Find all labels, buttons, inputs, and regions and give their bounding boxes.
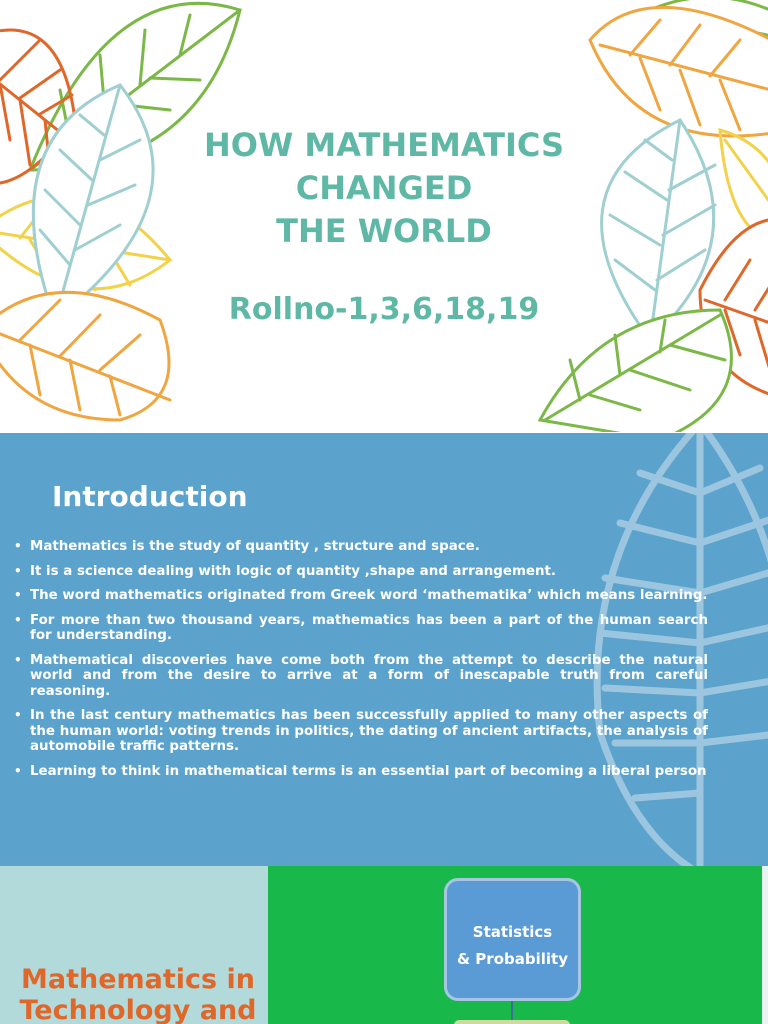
bullet-item: • Mathematics is the study of quantity , structure and space.	[14, 539, 708, 555]
technology-title: Mathematics in Technology and	[19, 964, 257, 1024]
title-slide	[0, 0, 768, 432]
introduction-slide	[0, 433, 768, 866]
bullet-item: • For more than two thousand years, mathematics has been a part of the human search for understanding.	[14, 613, 708, 644]
introduction-heading: Introduction	[52, 480, 248, 513]
box-line-2: & Probability	[457, 950, 568, 968]
bullet-item: • Learning to think in mathematical terms is an essential part of becoming a liberal person	[14, 764, 708, 780]
box-line-1: Statistics	[472, 923, 553, 941]
statistics-probability-box	[444, 878, 581, 1001]
roll-numbers: Rollno-1,3,6,18,19	[228, 292, 540, 327]
title-line-2: CHANGED	[295, 169, 473, 207]
panel-edge	[762, 866, 768, 1024]
bullet-item: • In the last century mathematics has been successfully applied to many other aspects of the human world: voting trends in politics, the dating of ancient artifacts, the analysis of automobile traffic patterns.	[14, 708, 708, 755]
title-line-1: HOW MATHEMATICS	[204, 126, 564, 164]
title-line-3: THE WORLD	[276, 212, 492, 250]
presentation-title	[0, 124, 768, 253]
bullet-item: • Mathematical discoveries have come both from the attempt to describe the natural world and from the desire to arrive at a form of inescapable truth from careful reasoning.	[14, 653, 708, 700]
bullet-item: • It is a science dealing with logic of quantity ,shape and arrangement.	[14, 564, 708, 580]
bullet-item: • The word mathematics originated from Greek word ‘mathematika’ which means learning.	[14, 588, 708, 604]
next-diagram-box	[454, 1020, 570, 1024]
introduction-bullet-list	[14, 539, 708, 788]
technology-slide	[0, 866, 768, 1024]
